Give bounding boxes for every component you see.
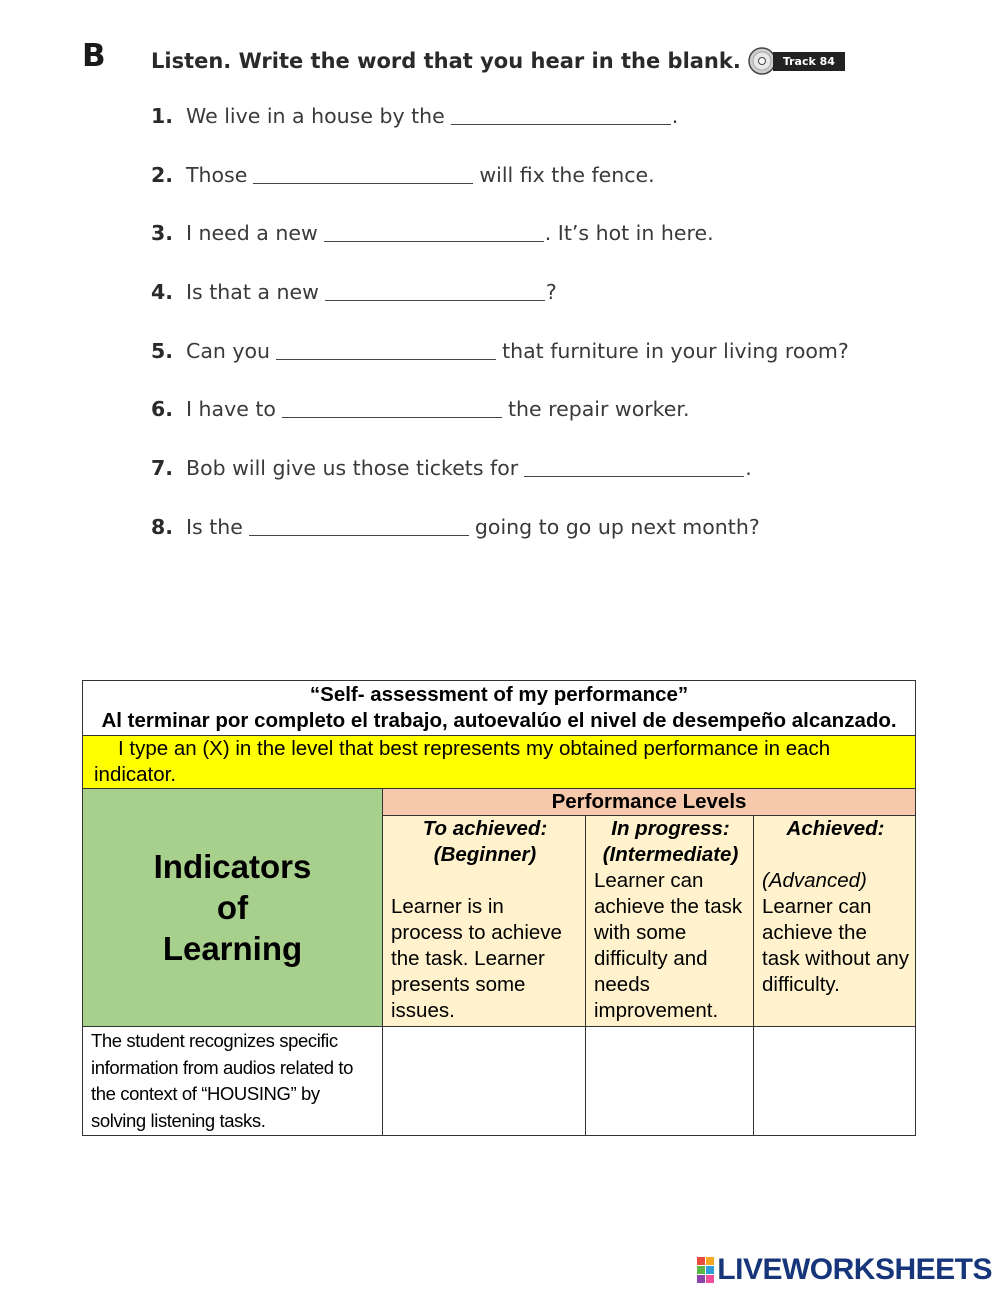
- item-text-after: ?: [545, 280, 557, 305]
- answer-blank[interactable]: [451, 104, 671, 125]
- level-title: In progress:: [611, 817, 730, 840]
- indicator-description: The student recognizes specific information from audios related to the context of “HOUSING” by solving listening tasks.: [83, 1027, 383, 1136]
- item-text-after: going to go up next month?: [474, 514, 760, 539]
- item-text-before: Bob will give us those tickets for: [186, 456, 519, 481]
- item-text-after: the repair worker.: [507, 397, 690, 422]
- item-text-before: We live in a house by the: [186, 104, 445, 128]
- answer-blank[interactable]: [325, 280, 545, 301]
- logo-square: [697, 1275, 705, 1283]
- level-title: To achieved:: [422, 817, 548, 840]
- item-number: 2.: [151, 162, 174, 187]
- assessment-instruction-text: I type an (X) in the level that best represents my obtained performance in each indicator.: [94, 737, 831, 786]
- track-badge: Track 84: [773, 52, 845, 71]
- item-number: 8.: [151, 514, 174, 539]
- item-number: 5.: [151, 338, 174, 363]
- item-number: 7.: [151, 456, 174, 481]
- logo-square: [706, 1266, 714, 1274]
- indicators-label: [83, 846, 382, 969]
- level-title: Achieved:: [786, 817, 885, 840]
- item-text-after: . It’s hot in here.: [544, 221, 714, 246]
- answer-blank[interactable]: [524, 456, 744, 477]
- checkbox-cell-intermediate[interactable]: [586, 1027, 754, 1136]
- answer-blank[interactable]: [282, 397, 502, 418]
- item-text-before: Is the: [186, 514, 243, 539]
- performance-levels-header: Performance Levels: [383, 789, 916, 816]
- of-word: of: [216, 889, 249, 926]
- learning-word: Learning: [162, 930, 303, 967]
- level-description: Learner can achieve the task without any difficulty.: [762, 895, 909, 996]
- answer-blank[interactable]: [249, 515, 469, 536]
- answer-blank[interactable]: [324, 221, 544, 242]
- exercise-instruction: [151, 46, 845, 76]
- exercise-item-6: [151, 397, 849, 456]
- item-text-before: I need a new: [186, 221, 318, 246]
- item-text-after: .: [671, 104, 679, 128]
- item-number: 6.: [151, 397, 174, 422]
- item-number: 4.: [151, 280, 174, 305]
- liveworksheets-logo-icon: [697, 1257, 714, 1283]
- indicators-header: [83, 789, 383, 1027]
- checkbox-cell-advanced[interactable]: [754, 1027, 916, 1136]
- exercise-item-2: [151, 163, 849, 222]
- self-assessment-table: [82, 680, 916, 1136]
- item-text-before: Those: [186, 162, 248, 187]
- item-text-after: that furniture in your living room?: [502, 338, 849, 363]
- assessment-title-line1: “Self- assessment of my performance”: [309, 683, 689, 706]
- assessment-title-line2: Al terminar por completo el trabajo, autoevalúo el nivel de desempeño alcanzado.: [101, 709, 897, 732]
- logo-square: [706, 1275, 714, 1283]
- item-number: 3.: [151, 221, 174, 246]
- exercise-item-4: [151, 280, 849, 339]
- level-advanced: [754, 816, 916, 1027]
- assessment-title: [83, 681, 916, 736]
- level-intermediate: [586, 816, 754, 1027]
- item-text-before: I have to: [186, 397, 276, 422]
- exercise-item-7: [151, 456, 849, 515]
- exercise-item-8: [151, 515, 849, 574]
- exercise-item-1: [151, 104, 849, 163]
- assessment-instruction: [83, 736, 916, 789]
- item-number: 1.: [151, 104, 174, 128]
- exercise-item-5: [151, 339, 849, 398]
- item-text-before: Is that a new: [186, 280, 319, 305]
- section-letter: B: [82, 38, 106, 74]
- level-subtitle: (Beginner): [433, 843, 537, 866]
- level-subtitle: (Intermediate): [602, 843, 739, 866]
- instruction-text: Listen. Write the word that you hear in the blank.: [151, 49, 741, 73]
- exercise-items: [151, 104, 849, 574]
- logo-square: [697, 1257, 705, 1265]
- item-text-after: .: [745, 456, 752, 481]
- item-text-before: Can you: [186, 338, 271, 363]
- checkbox-cell-beginner[interactable]: [383, 1027, 586, 1136]
- exercise-item-3: [151, 221, 849, 280]
- logo-square: [706, 1257, 714, 1265]
- level-subtitle: (Advanced): [762, 869, 867, 892]
- level-description: Learner can achieve the task with some difficulty and needs improvement.: [594, 869, 743, 1022]
- watermark-text: LIVEWORKSHEETS: [717, 1253, 992, 1286]
- answer-blank[interactable]: [253, 163, 473, 184]
- indicators-word: Indicators: [153, 848, 312, 885]
- item-text-after: will fix the fence.: [479, 162, 655, 187]
- level-beginner: [383, 816, 586, 1027]
- answer-blank[interactable]: [276, 339, 496, 360]
- logo-square: [697, 1266, 705, 1274]
- liveworksheets-watermark: [697, 1253, 992, 1287]
- level-description: Learner is in process to achieve the task. Learner presents some issues.: [391, 895, 562, 1022]
